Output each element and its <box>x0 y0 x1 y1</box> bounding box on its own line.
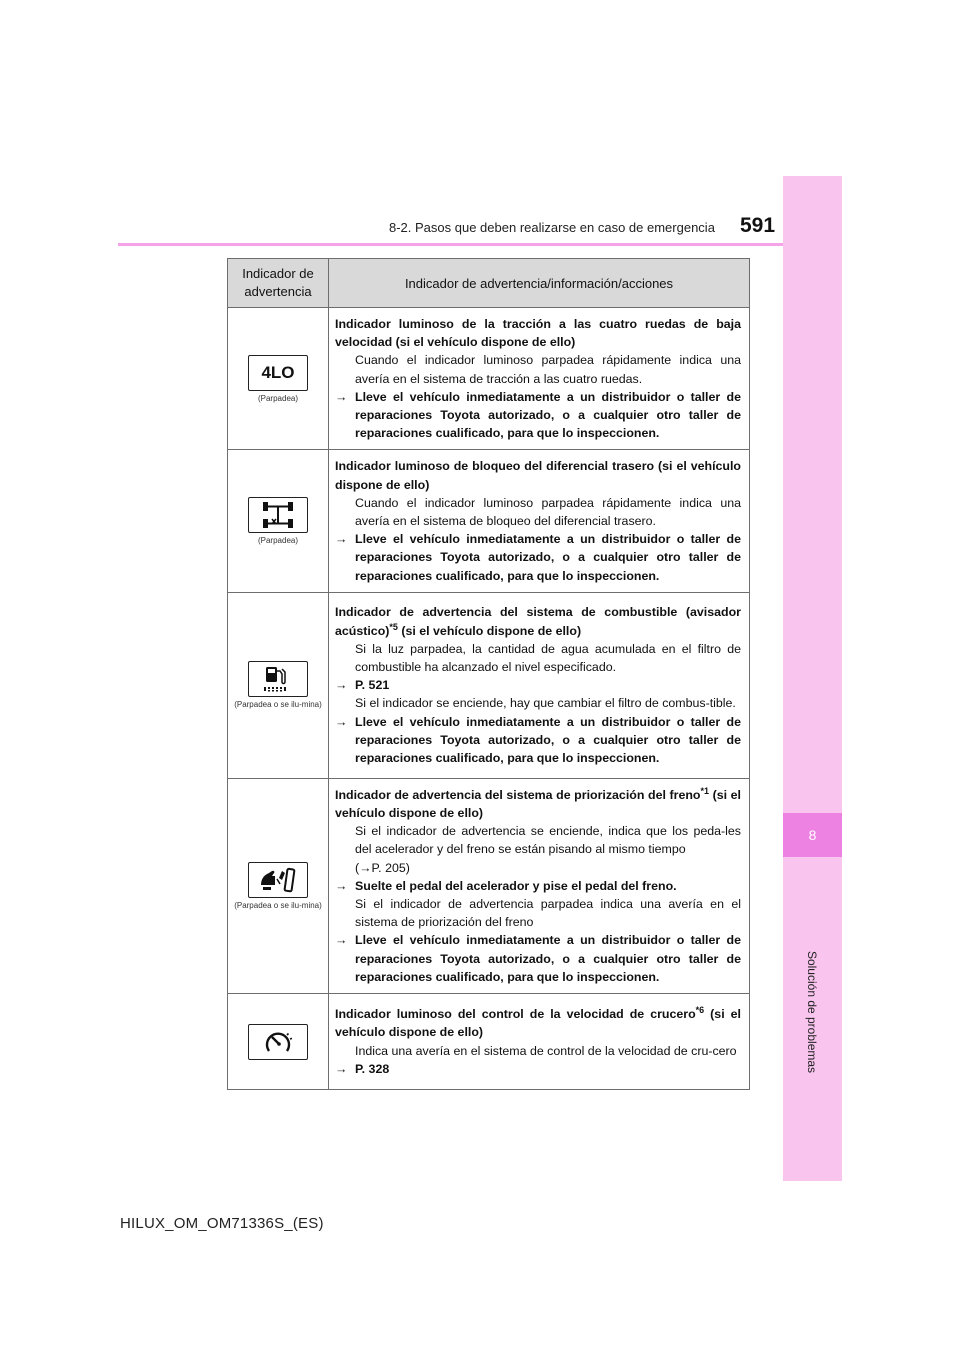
warning-indicator-table <box>227 258 750 1090</box>
description-cell <box>329 450 750 592</box>
indicator-caption: (Parpadea) <box>257 393 299 403</box>
table-row <box>228 994 750 1090</box>
indicator-cell <box>228 592 329 778</box>
description-cell <box>329 308 750 450</box>
description-text: Indica una avería en el sistema de control de la velocidad de cru-cero <box>355 1043 737 1058</box>
action-text: Lleve el vehículo inmediatamente a un distribuidor o taller de reparaciones Toyota autorizado, o a cualquier otro taller de reparaciones cualificado, para que lo inspeccionen. <box>355 933 741 984</box>
description-cell <box>329 994 750 1090</box>
action-item <box>335 931 741 986</box>
arrow-icon: → <box>335 678 348 693</box>
table-row <box>228 778 750 993</box>
footnote-marker: *1 <box>700 785 709 796</box>
action-item <box>335 877 741 895</box>
table-row <box>228 308 750 450</box>
column-header-description: Indicador de advertencia/información/acciones <box>329 259 750 308</box>
description-text: Si el indicador se enciende, hay que cambiar el filtro de combus-tible. <box>355 696 736 711</box>
chapter-number: 8 <box>783 813 842 857</box>
title-text: Indicador luminoso del control de la velocidad de crucero <box>335 1007 696 1022</box>
description-cell <box>329 778 750 993</box>
indicator-cell <box>228 308 329 450</box>
indicator-cell <box>228 778 329 993</box>
fuel-filter-icon <box>248 661 308 697</box>
indicator-caption: (Parpadea) <box>257 536 299 546</box>
arrow-icon: → <box>335 933 348 948</box>
title-suffix: (si el vehículo dispone de ello) <box>335 1007 741 1040</box>
column-header-indicator: Indicador de advertencia <box>228 259 329 308</box>
description-text: Cuando el indicador luminoso parpadea rápidamente indica una avería en el sistema de bloqueo del diferencial trasero. <box>355 495 741 529</box>
description-text: Si el indicador de advertencia se enciende, indica que los peda-les del acelerador y del freno se están pisando al mismo tiempo <box>355 824 741 857</box>
page-reference <box>335 676 741 694</box>
description-text: Si el indicador de advertencia parpadea indica una avería en el sistema de priorización del freno <box>355 897 741 930</box>
document-id: HILUX_OM_OM71336S_(ES) <box>120 1215 324 1232</box>
arrow-icon: → <box>335 1061 348 1076</box>
section-heading: 8-2. Pasos que deben realizarse en caso de emergencia <box>389 220 715 235</box>
arrow-icon: → <box>335 532 348 547</box>
indicator-cell <box>228 994 329 1090</box>
indicator-caption: (Parpadea o se ilu-mina) <box>234 700 322 710</box>
4wd-low-icon: 4LO <box>248 355 308 391</box>
title-text: Indicador de advertencia del sistema de combustible (avisador acústico) <box>335 605 741 638</box>
table-row <box>228 592 750 778</box>
description-text: Cuando el indicador luminoso parpadea rápidamente indica una avería en el sistema de tracción a las cuatro ruedas. <box>355 353 741 386</box>
page-reference: (→P. 205) <box>355 860 410 875</box>
title-suffix: (si el vehículo dispone de ello) <box>335 787 741 821</box>
indicator-title <box>335 1005 741 1041</box>
footnote-marker: *6 <box>695 1005 705 1016</box>
arrow-icon: → <box>335 878 348 893</box>
action-item <box>335 388 741 443</box>
page-reference <box>335 1060 741 1078</box>
rear-diff-lock-icon <box>248 497 308 533</box>
action-item <box>335 530 741 585</box>
header-rule <box>118 243 783 246</box>
indicator-title: Indicador luminoso de la tracción a las cuatro ruedas de baja velocidad (si el vehículo dispone de ello) <box>335 317 741 350</box>
description-cell <box>329 592 750 778</box>
action-text: Lleve el vehículo inmediatamente a un distribuidor o taller de reparaciones Toyota autorizado, o a cualquier otro taller de reparaciones cualificado, para que lo inspeccionen. <box>355 532 741 583</box>
indicator-title <box>335 603 741 639</box>
footnote-marker: *5 <box>389 621 398 632</box>
table-header-row <box>228 259 750 308</box>
arrow-icon: → <box>335 714 348 729</box>
title-suffix: (si el vehículo dispone de ello) <box>397 623 582 638</box>
reference-text: P. 521 <box>355 678 390 693</box>
title-text: Indicador de advertencia del sistema de priorización del freno <box>335 787 701 802</box>
indicator-cell <box>228 450 329 592</box>
page-number: 591 <box>740 214 776 237</box>
cruise-control-icon <box>248 1024 308 1060</box>
chapter-title: Solución de problemas <box>805 950 819 1074</box>
action-text: Suelte el pedal del acelerador y pise el pedal del freno. <box>355 878 677 893</box>
action-text: Lleve el vehículo inmediatamente a un distribuidor o taller de reparaciones Toyota autorizado, o a cualquier otro taller de reparaciones cualificado, para que lo inspeccionen. <box>355 714 741 766</box>
brake-override-icon <box>248 862 308 898</box>
arrow-icon: → <box>335 389 348 404</box>
table-row <box>228 450 750 592</box>
indicator-title: Indicador luminoso de bloqueo del diferencial trasero (si el vehículo dispone de ello) <box>335 459 741 492</box>
indicator-caption: (Parpadea o se ilu-mina) <box>234 900 322 910</box>
reference-text: P. 328 <box>355 1061 390 1076</box>
action-text: Lleve el vehículo inmediatamente a un distribuidor o taller de reparaciones Toyota autorizado, o a cualquier otro taller de reparaciones cualificado, para que lo inspeccionen. <box>355 389 741 441</box>
indicator-title <box>335 786 741 822</box>
action-item <box>335 713 741 768</box>
description-text: Si la luz parpadea, la cantidad de agua acumulada en el filtro de combustible ha alcanzado el nivel especificado. <box>355 641 741 675</box>
